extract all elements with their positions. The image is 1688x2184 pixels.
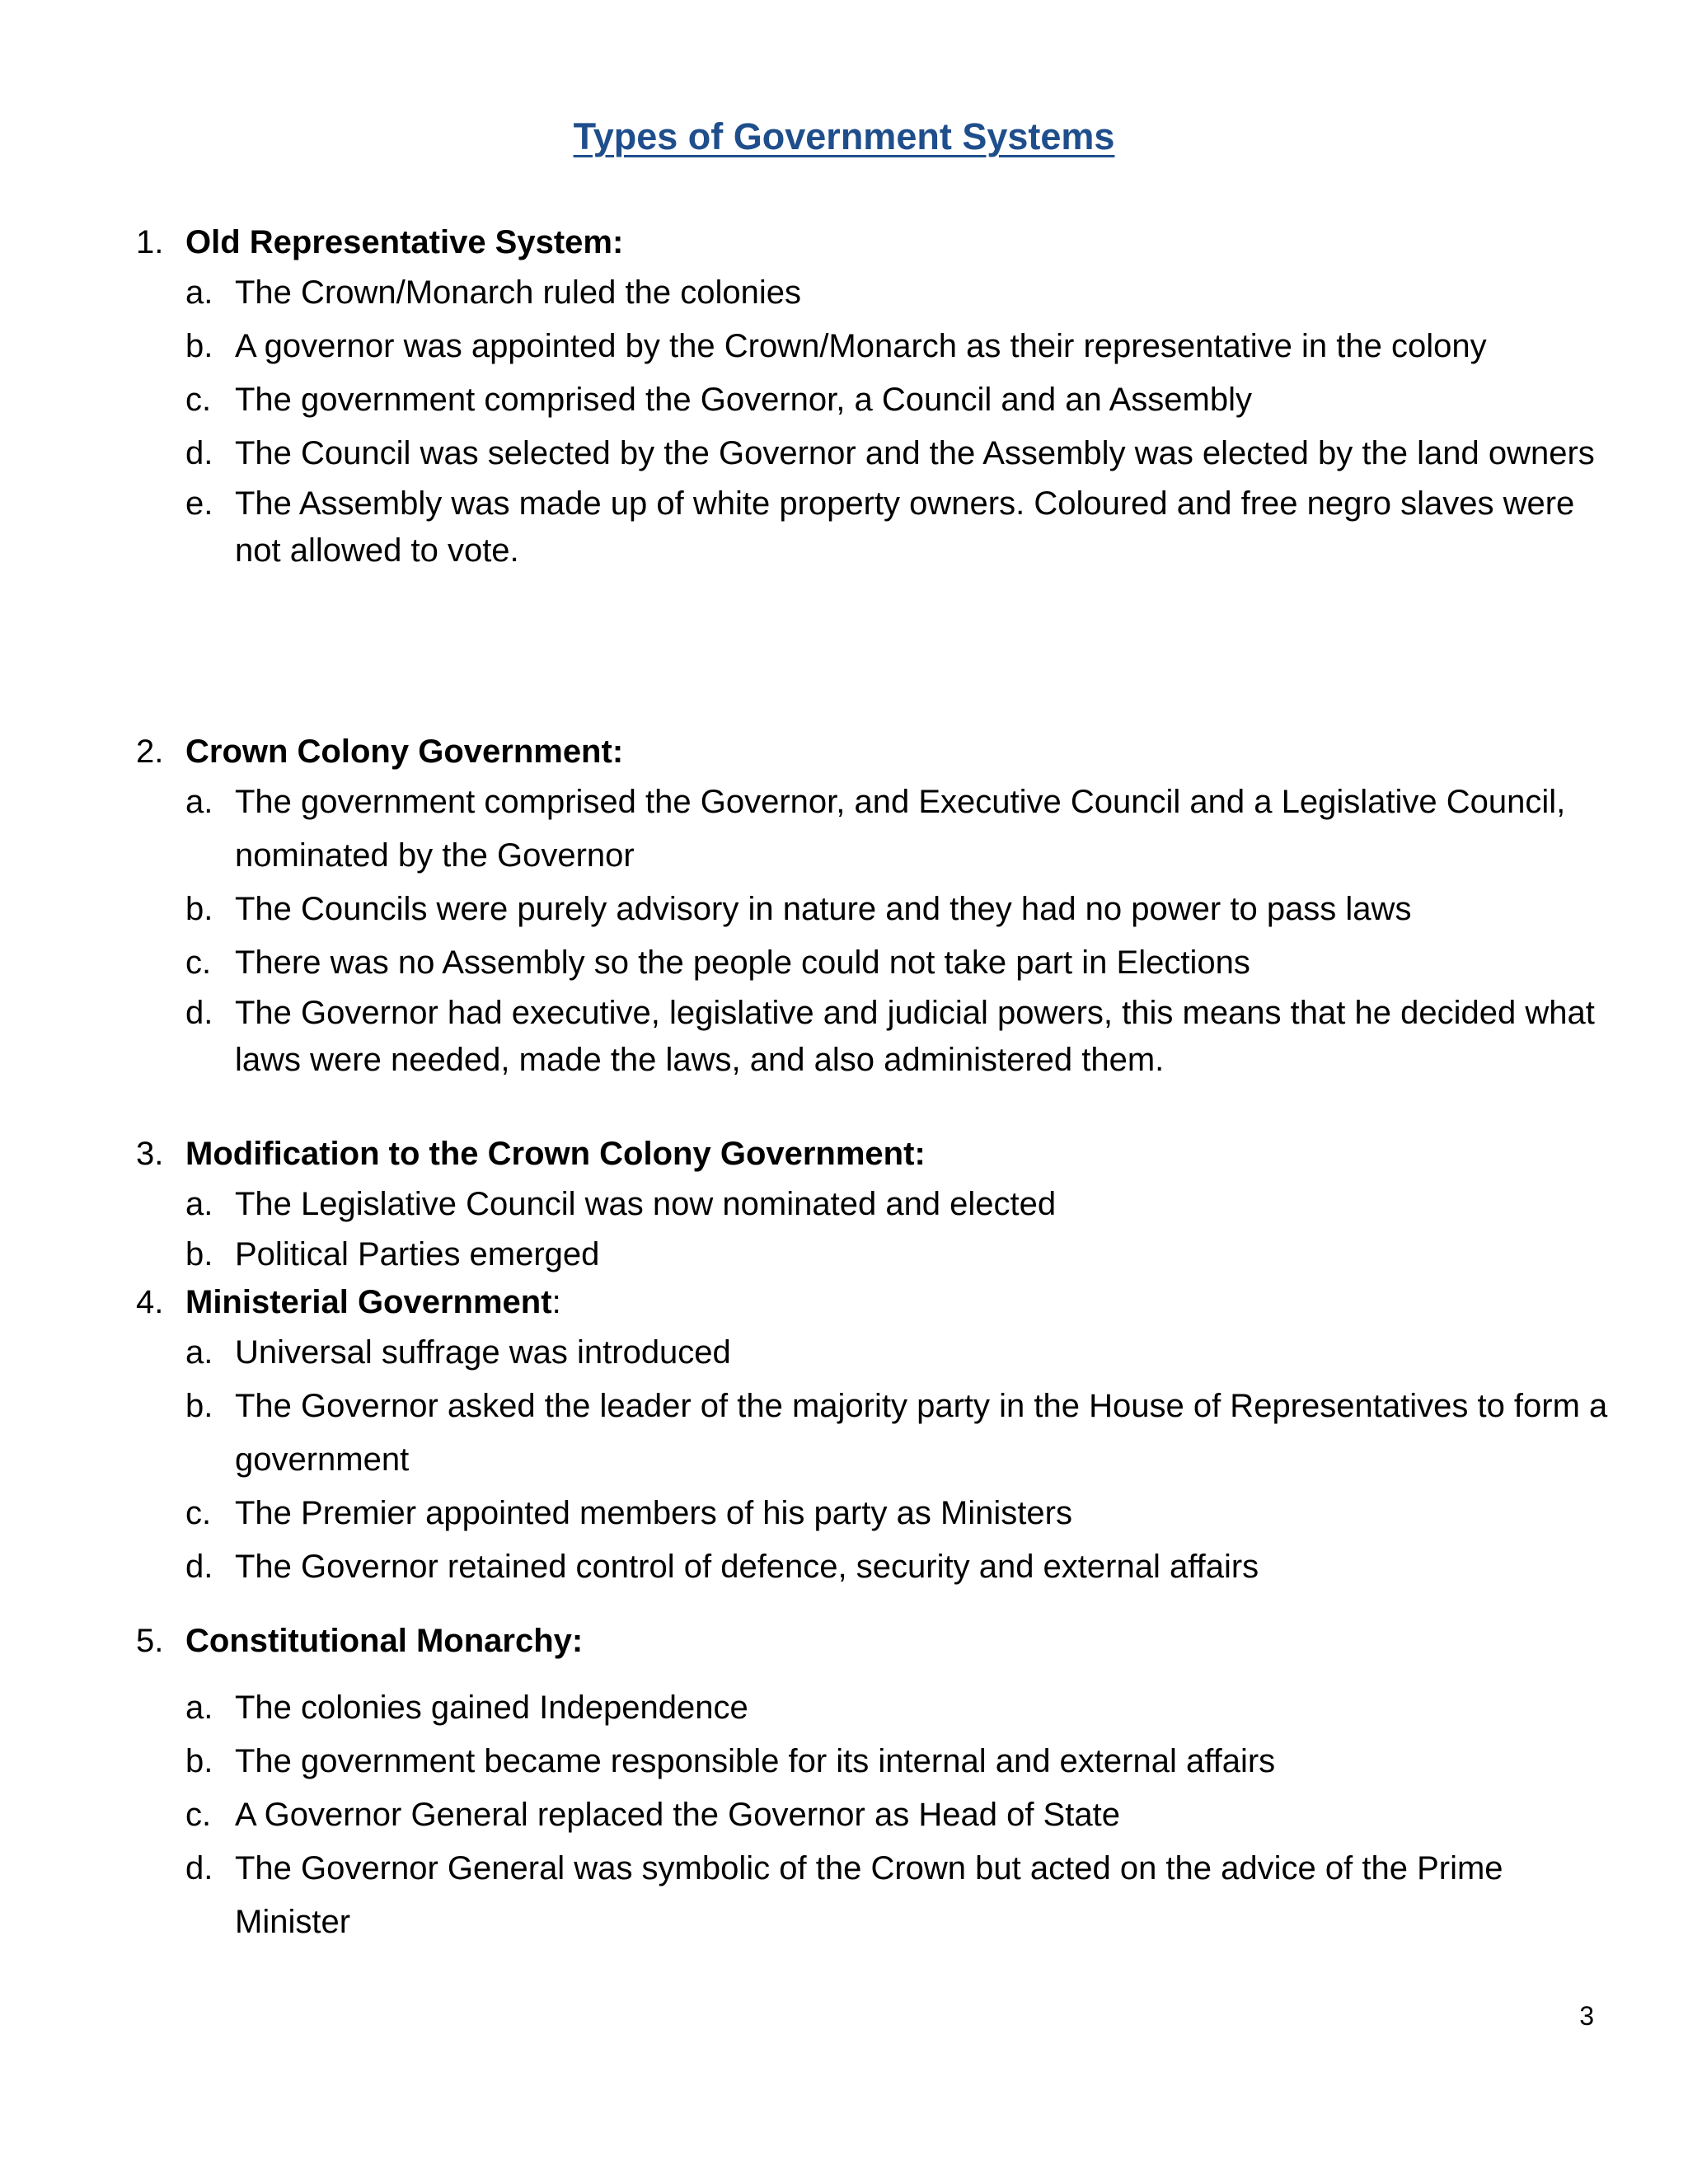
item-text: The colonies gained Independence [235, 1690, 748, 1726]
item-letter: b. [185, 891, 213, 927]
section-number: 3. [136, 1136, 164, 1172]
section-item-list [136, 1326, 1620, 1594]
item-text: The Legislative Council was now nominated and elected [235, 1186, 1057, 1222]
item-text: The Governor General was symbolic of the Crown but acted on the advice of the Prime Minister [235, 1850, 1503, 1940]
section-title: Crown Colony Government: [185, 733, 624, 770]
item-letter: a. [185, 274, 213, 311]
section-old-representative-system [136, 218, 1620, 574]
item-letter: c. [185, 382, 212, 418]
section-item-list [136, 1681, 1620, 1949]
item-text: The government comprised the Governor, a Council and an Assembly [235, 382, 1252, 418]
item-text: The Council was selected by the Governor and the Assembly was elected by the land owners [235, 435, 1595, 471]
section-item-list [136, 776, 1620, 1084]
list-item [136, 480, 1620, 574]
item-text: The Crown/Monarch ruled the colonies [235, 274, 802, 311]
item-letter: c. [185, 1495, 212, 1531]
section-ministerial-government [136, 1278, 1620, 1594]
list-item [136, 1380, 1620, 1487]
page-title: Types of Government Systems [573, 115, 1115, 157]
item-letter: d. [185, 435, 213, 471]
item-letter: d. [185, 995, 213, 1031]
item-letter: c. [185, 1797, 212, 1833]
section-item-list [136, 1178, 1620, 1278]
section-heading [136, 728, 1620, 776]
list-item [136, 1540, 1620, 1594]
list-item [136, 1231, 1620, 1278]
section-title: Ministerial Government: [185, 1284, 561, 1320]
list-item [136, 936, 1620, 990]
item-text: Universal suffrage was introduced [235, 1334, 731, 1371]
list-item [136, 1178, 1620, 1231]
item-letter: a. [185, 1186, 213, 1222]
section-title: Old Representative System: [185, 224, 624, 260]
item-letter: d. [185, 1549, 213, 1585]
section-heading [136, 1130, 1620, 1178]
list-item [136, 776, 1620, 883]
list-item [136, 1842, 1620, 1949]
item-text: The Governor asked the leader of the majority party in the House of Representatives to form a government [235, 1388, 1608, 1478]
list-item [136, 1681, 1620, 1735]
list-item [136, 1326, 1620, 1380]
list-item [136, 1487, 1620, 1540]
item-text: There was no Assembly so the people could not take part in Elections [235, 944, 1250, 981]
list-item [136, 266, 1620, 320]
item-letter: b. [185, 1388, 213, 1424]
item-text: The government became responsible for its internal and external affairs [235, 1743, 1276, 1779]
item-letter: a. [185, 784, 213, 820]
item-letter: a. [185, 1690, 213, 1726]
item-text: Political Parties emerged [235, 1236, 600, 1272]
section-modification-crown-colony [136, 1130, 1620, 1278]
item-text: A governor was appointed by the Crown/Monarch as their representative in the colony [235, 328, 1487, 364]
section-crown-colony-government [136, 728, 1620, 1084]
list-item [136, 373, 1620, 427]
list-item [136, 883, 1620, 936]
section-number: 2. [136, 733, 164, 770]
item-letter: e. [185, 485, 213, 522]
page-number: 3 [1579, 2001, 1594, 2031]
item-letter: b. [185, 1743, 213, 1779]
item-letter: d. [185, 1850, 213, 1886]
item-letter: a. [185, 1334, 213, 1371]
section-title: Modification to the Crown Colony Government: [185, 1136, 926, 1172]
list-item [136, 990, 1620, 1084]
section-heading [136, 1278, 1620, 1326]
item-letter: b. [185, 1236, 213, 1272]
item-text: The Governor had executive, legislative and judicial powers, this means that he decided what laws were needed, made the laws, and also administered them. [235, 995, 1595, 1078]
list-item [136, 1735, 1620, 1788]
item-text: The government comprised the Governor, and Executive Council and a Legislative Council, nominated by the Governor [235, 784, 1566, 874]
item-text: A Governor General replaced the Governor as Head of State [235, 1797, 1120, 1833]
list-item [136, 427, 1620, 480]
list-item [136, 1788, 1620, 1842]
section-item-list [136, 266, 1620, 574]
item-letter: c. [185, 944, 212, 981]
section-title: Constitutional Monarchy: [185, 1623, 584, 1659]
item-text: The Assembly was made up of white property owners. Coloured and free negro slaves were not allowed to vote. [235, 485, 1575, 569]
item-text: The Councils were purely advisory in nature and they had no power to pass laws [235, 891, 1412, 927]
section-constitutional-monarchy [136, 1617, 1620, 1949]
section-number: 4. [136, 1284, 164, 1320]
item-letter: b. [185, 328, 213, 364]
section-number: 5. [136, 1623, 164, 1659]
item-text: The Governor retained control of defence, security and external affairs [235, 1549, 1259, 1585]
section-heading [136, 1617, 1620, 1665]
item-text: The Premier appointed members of his party as Ministers [235, 1495, 1072, 1531]
list-item [136, 320, 1620, 373]
section-number: 1. [136, 224, 164, 260]
section-heading [136, 218, 1620, 266]
